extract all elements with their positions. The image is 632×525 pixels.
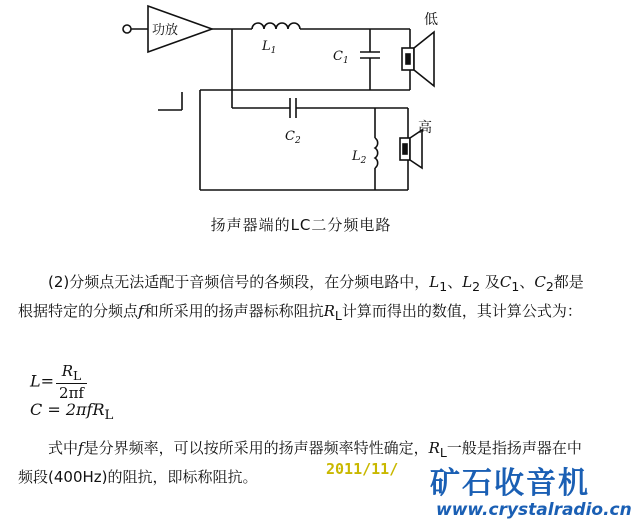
figure-caption: 扬声器端的LC二分频电路 [210, 216, 392, 234]
watermark-date: 2011/11/ [326, 460, 399, 478]
c1-label: $C_1$ [333, 49, 349, 66]
woofer-speaker-icon [402, 32, 434, 86]
inductor-l2 [375, 138, 378, 168]
formula-inductance: L= $\frac{R_L}{2\pi f}$ [30, 362, 87, 402]
high-label: 高 [418, 120, 432, 136]
c2-label: $C_2$ [285, 129, 301, 146]
l2-label: $L_2$ [352, 149, 367, 166]
paragraph-2: 式中f是分界频率，可以按所采用的扬声器频率特性确定，$R_L$一般是指扬声器在中频段(400Hz)的阻抗，即标称阻抗。 [18, 439, 582, 486]
l1-label: $L_1$ [262, 39, 277, 56]
circuit-diagram [0, 0, 602, 210]
formula-capacitance: C = 2πfR$_L$ [30, 400, 114, 424]
paragraph-1: (2)分频点无法适配于音频信号的各频段，在分频电路中，$L_1$、$L_2$ 及$C_1$、$C_2$都是根据特定的分频点f和所采用的扬声器标称阻抗$R_L$计算而得出的数值，其计算公式为： [18, 273, 584, 323]
watermark-brand: 矿石收音机 [430, 466, 590, 501]
low-label: 低 [424, 12, 438, 28]
watermark-url: www.crystalradio.cn [436, 500, 632, 520]
inductor-l1 [252, 23, 300, 29]
input-terminal [123, 25, 131, 33]
amp-label: 功放 [152, 23, 179, 38]
